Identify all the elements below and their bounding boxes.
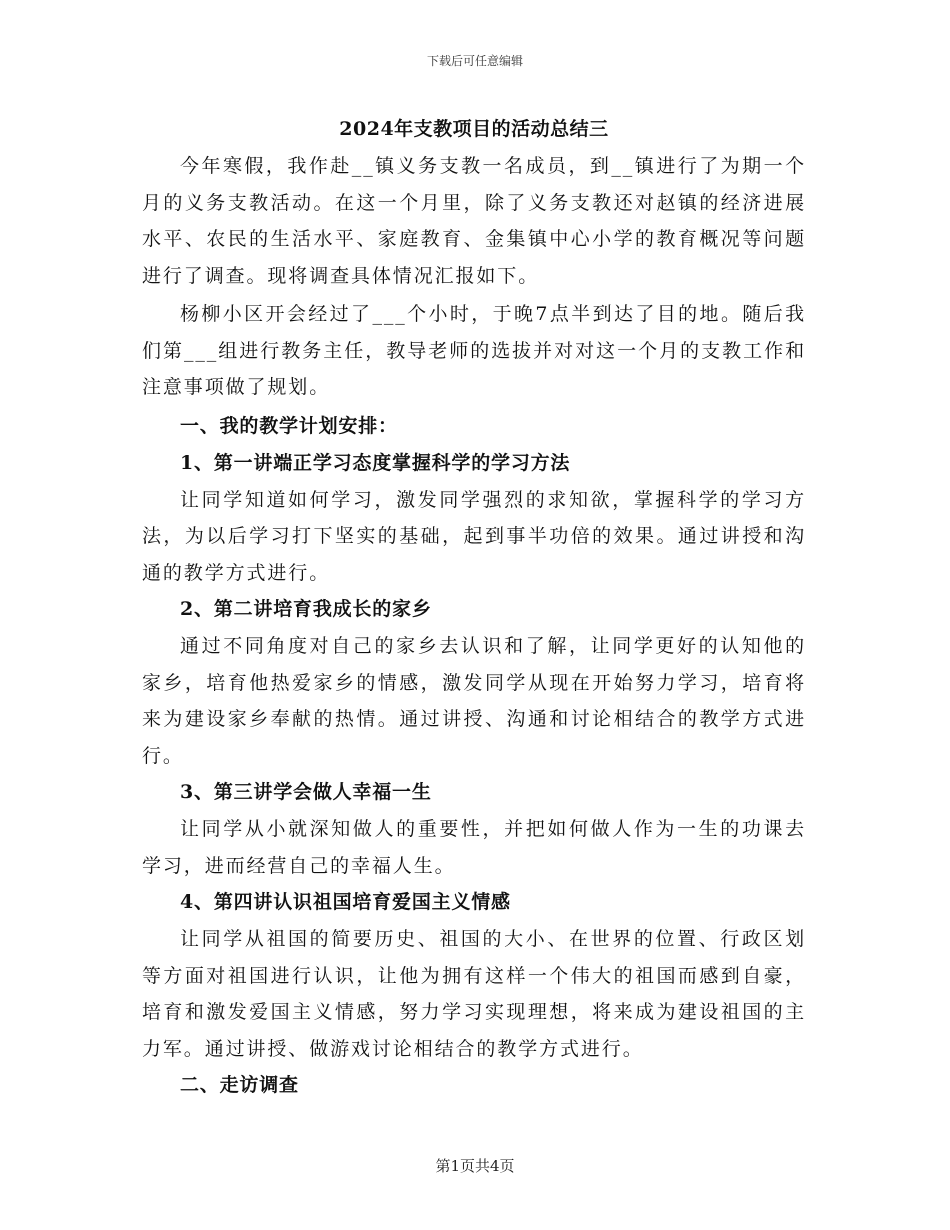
document-body — [142, 112, 806, 1104]
section-heading-teaching-plan: 一、我的教学计划安排： — [180, 414, 398, 437]
lecture-body-1: 让同学知道如何学习，激发同学强烈的求知欲，掌握科学的学习方法，为以后学习打下坚实的基础，起到事半功倍的效果。通过讲授和沟通的教学方式进行。 — [142, 488, 806, 584]
document-title: 2024年支教项目的活动总结三 — [339, 118, 609, 140]
lecture-heading-3: 3、第三讲学会做人幸福一生 — [180, 781, 432, 803]
lecture-body-3: 让同学从小就深知做人的重要性，并把如何做人作为一生的功课去学习，进而经营自己的幸福人生。 — [142, 818, 806, 877]
lecture-heading-4: 4、第四讲认识祖国培育爱国主义情感 — [180, 891, 511, 913]
lecture-heading-2: 2、第二讲培育我成长的家乡 — [180, 598, 432, 620]
lecture-heading-1: 1、第一讲端正学习态度掌握科学的学习方法 — [180, 451, 571, 474]
paragraph-intro: 今年寒假，我作赴__镇义务支教一名成员，到__镇进行了为期一个月的义务支教活动。在这一个月里，除了义务支教还对赵镇的经济进展水平、农民的生活水平、家庭教育、金集镇中心小学的教育概况等问题进行了调查。现将调查具体情况汇报如下。 — [142, 155, 806, 287]
paragraph-arrival: 杨柳小区开会经过了___个小时，于晚7点半到达了目的地。随后我们第___组进行教务主任，教导老师的选拔并对对这一个月的支教工作和注意事项做了规划。 — [142, 303, 806, 398]
section-heading-visits: 二、走访调查 — [180, 1074, 299, 1096]
lecture-body-2: 通过不同角度对自己的家乡去认识和了解，让同学更好的认知他的家乡，培育他热爱家乡的情感，激发同学从现在开始努力学习，培育将来为建设家乡奉献的热情。通过讲授、沟通和讨论相结合的教学方式进行。 — [142, 635, 806, 767]
page-number: 第1页共4页 — [435, 1157, 515, 1175]
lecture-body-4: 让同学从祖国的简要历史、祖国的大小、在世界的位置、行政区划等方面对祖国进行认识，让他为拥有这样一个伟大的祖国而感到自豪，培育和激发爱国主义情感，努力学习实现理想，将来成为建设祖国的主力军。通过讲授、做游戏讨论相结合的教学方式进行。 — [142, 928, 806, 1060]
page-header-note: 下载后可任意编辑 — [426, 54, 523, 68]
